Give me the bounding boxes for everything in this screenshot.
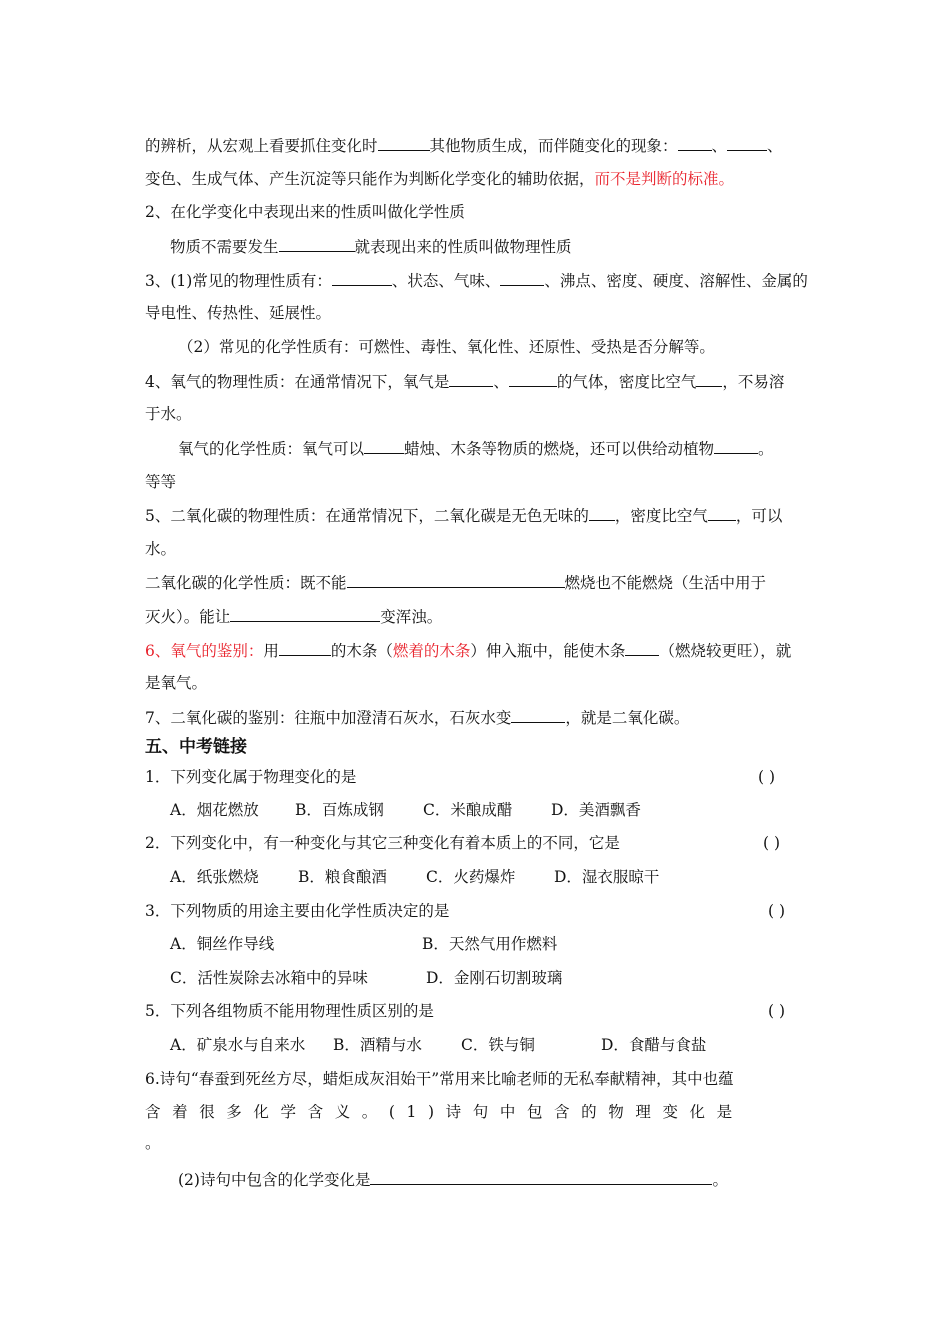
fill-blank[interactable] [347,572,565,588]
question-1: 1．下列变化属于物理变化的是 ( ) [145,768,775,786]
fill-blank[interactable] [727,135,767,151]
option-b[interactable]: B．百炼成钢 [295,801,384,819]
fill-blank[interactable] [364,438,404,454]
question-6-line-2: 含着很多化学含义。(1)诗句中包含的物理变化是 [145,1103,744,1121]
text-line-16: 6、氧气的鉴别：用 的木条（燃着的木条）伸入瓶中，能使木条 （燃烧较更旺），就 [145,642,792,660]
text-line-12: 5、二氧化碳的物理性质：在通常情况下，二氧化碳是无色无味的 ，密度比空气 ，可以 [145,507,783,525]
question-3-options-row-2 [170,968,835,988]
option-a[interactable]: A．纸张燃烧 [170,868,259,886]
question-5: 5．下列各组物质不能用物理性质区别的是 ( ) [145,1002,785,1020]
highlight-text: 燃着的木条 [392,642,471,660]
fill-blank[interactable] [678,135,712,151]
text-line-18: 7、二氧化碳的鉴别：往瓶中加澄清石灰水，石灰水变 ，就是二氧化碳。 [145,709,690,727]
question-6-line-1: 6.诗句“春蚕到死丝方尽，蜡炬成灰泪始干”常用来比喻老师的无私奉献精神，其中也蕴 [145,1070,734,1088]
fill-blank[interactable] [708,505,736,521]
fill-blank[interactable] [332,270,392,286]
fill-blank[interactable] [449,371,493,387]
answer-paren[interactable]: ( ) [767,902,785,920]
text-line-8: 4、氧气的物理性质：在通常情况下，氧气是 、 的气体，密度比空气 ，不易溶 [145,373,785,391]
fill-blank[interactable] [509,371,557,387]
text-line-9: 于水。 [145,405,192,423]
question-2: 2．下列变化中，有一种变化与其它三种变化有着本质上的不同，它是 ( ) [145,834,780,852]
question-3: 3．下列物质的用途主要由化学性质决定的是 ( ) [145,902,785,920]
text-line-1: 的辨析，从宏观上看要抓住变化时 其他物质生成，而伴随变化的现象： 、 、 [145,137,783,155]
fill-blank[interactable] [279,236,355,252]
fill-blank[interactable] [500,270,544,286]
fill-blank[interactable] [511,707,565,723]
highlight-text: 而不是判断的标准 [594,170,719,188]
option-c[interactable]: C．火药爆炸 [426,868,516,886]
fill-blank[interactable] [589,505,615,521]
option-a[interactable]: A．铜丝作导线 [170,935,275,953]
text-line-2: 变色、生成气体、产生沉淀等只能作为判断化学变化的辅助依据，而不是判断的标准。 [145,170,735,188]
text-line-3: 2、在化学变化中表现出来的性质叫做化学性质 [145,203,465,221]
option-d[interactable]: D．湿衣服晾干 [554,868,660,886]
fill-blank[interactable] [714,438,758,454]
highlight-text: 6、氧气的鉴别： [145,642,264,660]
option-d[interactable]: D．食醋与食盐 [601,1036,707,1054]
option-b[interactable]: B．粮食酿酒 [298,868,387,886]
text-line-5: 3、(1)常见的物理性质有： 、状态、气味、 、沸点、密度、硬度、溶解性、金属的 [145,272,808,290]
text-line-4: 物质不需要发生 就表现出来的性质叫做物理性质 [170,238,572,256]
fill-blank[interactable] [370,1169,712,1185]
fill-blank[interactable] [696,371,722,387]
text-line-10: 氧气的化学性质：氧气可以 蜡烛、木条等物质的燃烧，还可以供给动植物 。 [178,440,774,458]
fill-blank[interactable] [230,606,380,622]
option-b[interactable]: B．天然气用作燃料 [422,935,558,953]
question-6-line-4: (2)诗句中包含的化学变化是 。 [178,1171,728,1189]
fill-blank[interactable] [625,640,659,656]
question-2-options [170,867,835,887]
text-line-14: 二氧化碳的化学性质：既不能 燃烧也不能燃烧（生活中用于 [145,574,767,592]
option-c[interactable]: C．米酿成醋 [423,801,513,819]
text-line-7: （2）常见的化学性质有：可燃性、毒性、氧化性、还原性、受热是否分解等。 [178,338,715,356]
option-d[interactable]: D．金刚石切割玻璃 [426,969,563,987]
question-5-options [170,1035,835,1055]
question-3-options-row-1 [170,934,835,954]
answer-paren[interactable]: ( ) [762,834,780,852]
text-line-13: 水。 [145,540,177,558]
answer-paren[interactable]: ( ) [767,1002,785,1020]
option-c[interactable]: C．铁与铜 [461,1036,535,1054]
section-heading: 五、中考链接 [145,737,247,757]
text-line-17: 是氧气。 [145,674,208,692]
fill-blank[interactable] [378,135,430,151]
text-line-6: 导电性、传热性、延展性。 [145,304,332,322]
option-a[interactable]: A．烟花燃放 [170,801,259,819]
text-line-11: 等等 [145,473,177,491]
option-a[interactable]: A．矿泉水与自来水 [170,1036,306,1054]
question-6-line-3: 。 [145,1134,161,1152]
fill-blank[interactable] [279,640,331,656]
question-1-options [170,800,835,820]
option-c[interactable]: C．活性炭除去冰箱中的异味 [170,969,368,987]
option-d[interactable]: D．美酒飘香 [551,801,641,819]
text-line-15: 灭火）。能让 变浑浊。 [145,608,443,626]
answer-paren[interactable]: ( ) [757,768,775,786]
option-b[interactable]: B．酒精与水 [333,1036,422,1054]
